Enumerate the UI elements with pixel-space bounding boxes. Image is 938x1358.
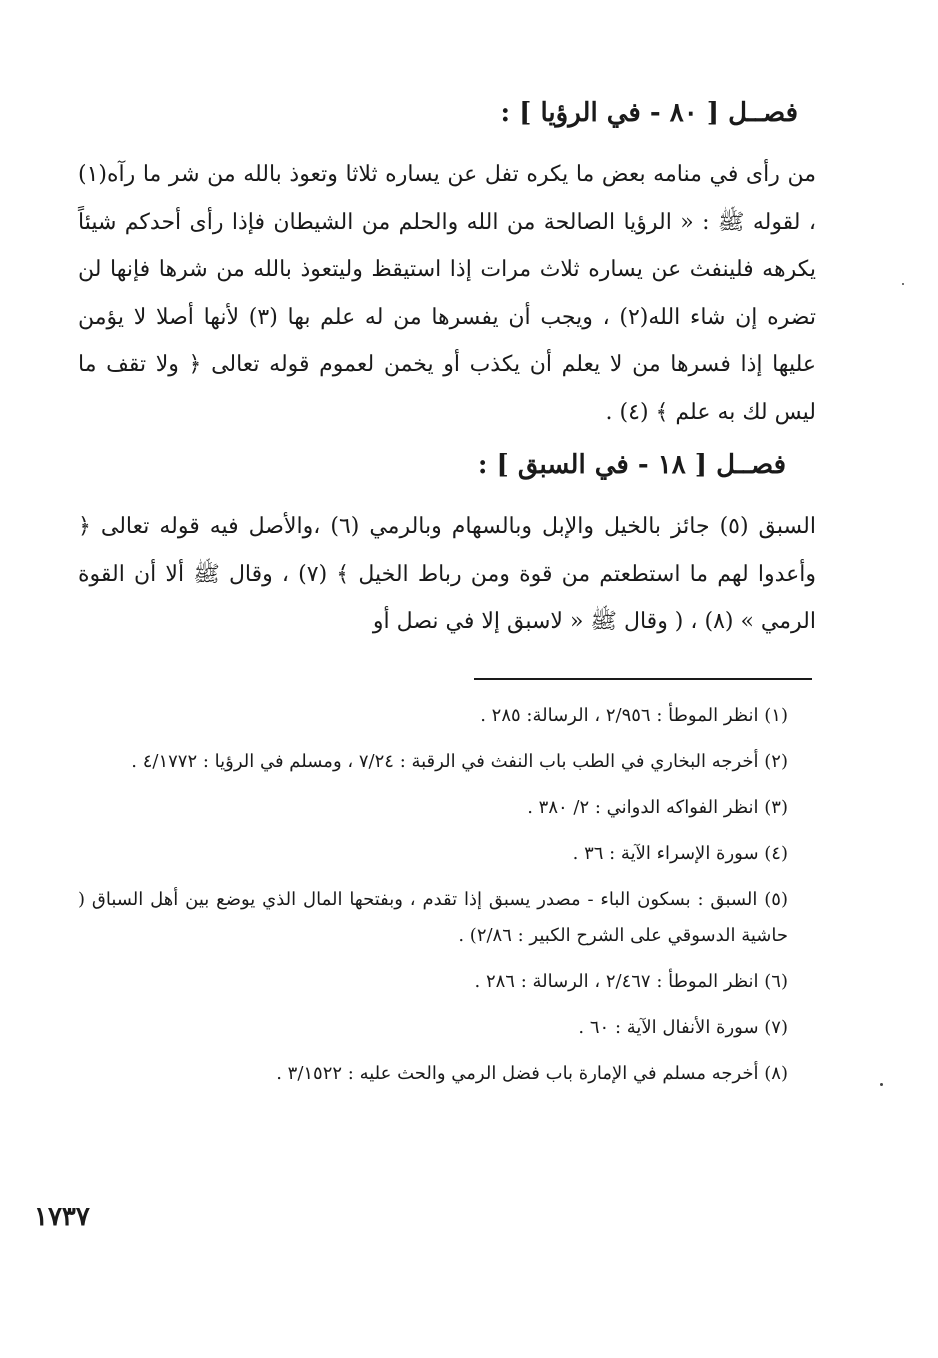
section-heading-dreams: فصــل [ ٨٠ - في الرؤيا ] : xyxy=(500,98,798,128)
paragraph-dreams: من رأى في منامه بعض ما يكره تفل عن يساره ثلاثا وتعوذ بالله من شر ما رآه(١) ، لقوله ﷺ : « الرؤيا الصالحة من الله والحلم من الشيطان فإذا رأى أحدكم شيئاً يكرهه فلينفث عن يساره ثلاث مرات إذا استيقظ وليتعوذ بالله من شرها فإنها لن تضره إن شاء الله(٢) ، ويجب أن يفسرها من له علم بها (٣) لأنها أصلا لا يؤمن عليها إذا فسرها من لا يعلم أن يكذب أو يخمن لعموم قوله تعالى ﴿ ولا تقف ما ليس لك به علم ﴾ (٤) . xyxy=(78,162,816,425)
footnote-5: (٥) السبق : بسكون الباء - مصدر يسبق إذا تقدم ، وبفتحها المال الذي يوضع بين أهل السباق ( حاشية الدسوقي على الشرح الكبير : ٢/٨٦) . xyxy=(78,889,788,946)
footnote-1: (١) انظر الموطأ : ٢/٩٥٦ ، الرسالة: ٢٨٥ . xyxy=(480,705,788,726)
footnote-2: (٢) أخرجه البخاري في الطب باب النفث في الرقبة : ٧/٢٤ ، ومسلم في الرؤيا : ٤/١٧٧٢ . xyxy=(131,751,788,772)
footnote-3: (٣) انظر الفواكه الدواني : ٢/ ٣٨٠ . xyxy=(527,797,788,818)
footnotes-block xyxy=(78,698,814,1102)
footnote-6: (٦) انظر الموطأ : ٢/٤٦٧ ، الرسالة : ٢٨٦ . xyxy=(474,971,788,992)
footnote-4: (٤) سورة الإسراء الآية : ٣٦ . xyxy=(572,843,788,864)
paragraph-racing: السبق (٥) جائز بالخيل والإبل وبالسهام وبالرمي (٦) ،والأصل فيه قوله تعالى ﴿ وأعدوا لهم ما استطعتم من قوة ومن رباط الخيل ﴾ (٧) ، وقال ﷺ ألا أن القوة الرمي » (٨) ، ( وقال ﷺ « لاسبق إلا في نصل أو xyxy=(78,514,816,634)
scan-speck xyxy=(902,283,904,285)
page-number: ١٧٣٧ xyxy=(34,1202,90,1232)
footnote-8: (٨) أخرجه مسلم في الإمارة باب فضل الرمي والحث عليه : ٣/١٥٢٢ . xyxy=(276,1063,788,1084)
footnote-7: (٧) سورة الأنفال الآية : ٦٠ . xyxy=(578,1017,788,1038)
scan-speck xyxy=(880,1083,883,1086)
footnote-separator xyxy=(474,678,812,680)
section-heading-racing: فصــل [ ١٨ - في السبق ] : xyxy=(477,450,786,480)
